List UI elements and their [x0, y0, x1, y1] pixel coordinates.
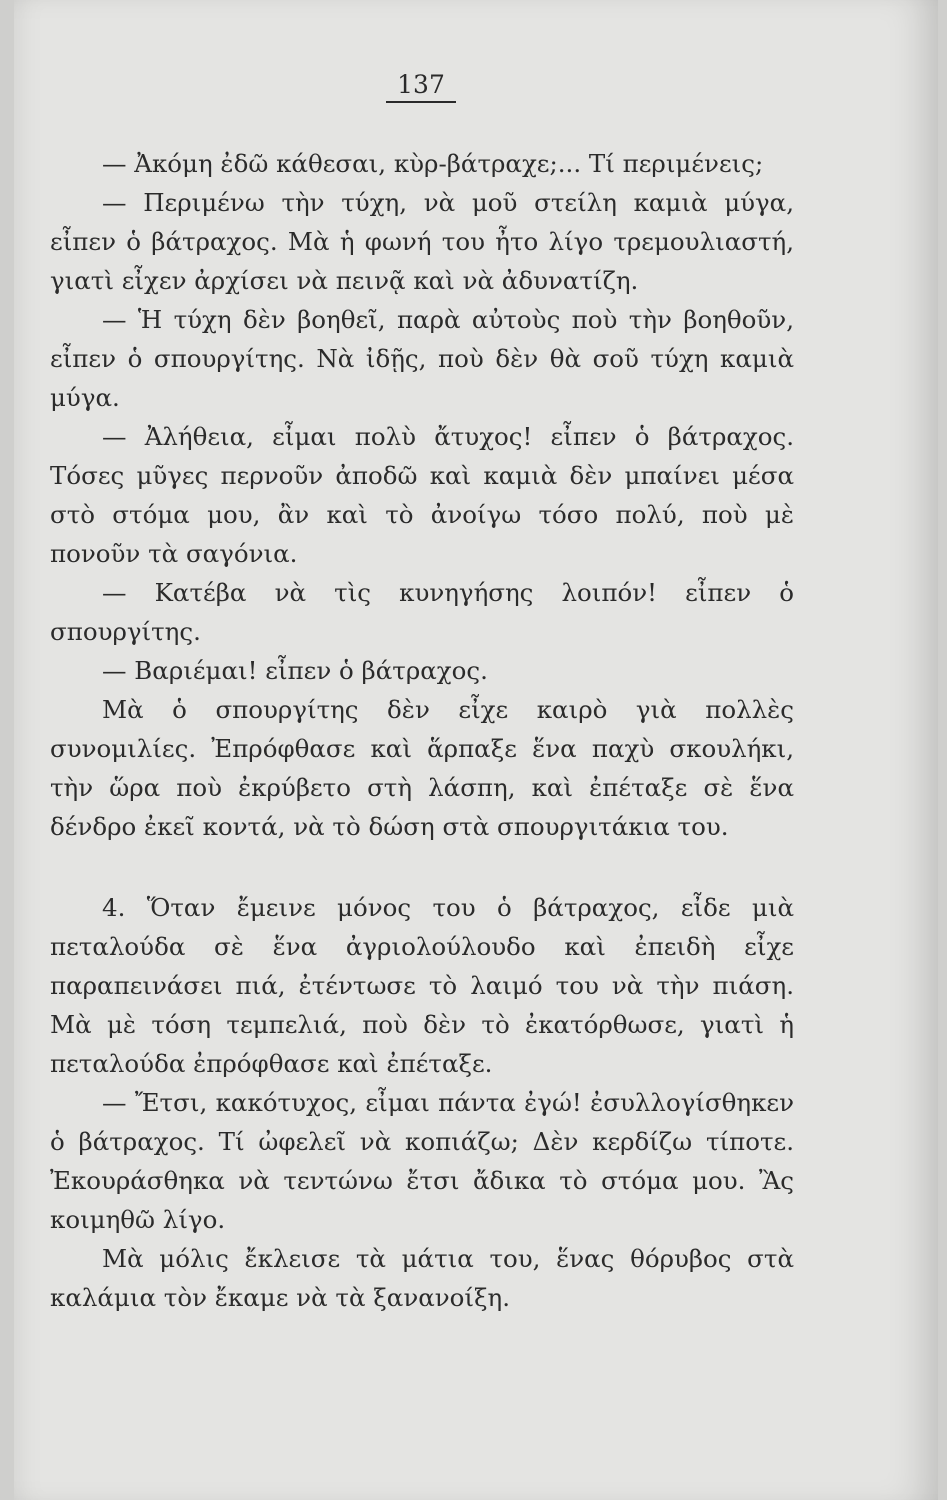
paragraph: 4. Ὅταν ἔμεινε μόνος του ὁ βάτραχος, εἶδε μιὰ πεταλούδα σὲ ἕνα ἀγριολούλουδο καὶ ἐπειδὴ εἶχε παραπεινάσει πιά, ἐτέντωσε τὸ λαιμό του νὰ τὴν πιάση. Μὰ μὲ τόση τεμπελιά, ποὺ δὲν τὸ ἐκατόρθωσε, γιατὶ ἡ πεταλούδα ἐπρόφθασε καὶ ἐπέταξε.	[50, 893, 794, 1078]
book-page	[14, 0, 938, 1500]
paragraph: Μὰ μόλις ἔκλεισε τὰ μάτια του, ἕνας θόρυβος στὰ καλάμια τὸν ἔκαμε νὰ τὰ ξανανοίξη.	[50, 1244, 794, 1312]
paragraph: Μὰ ὁ σπουργίτης δὲν εἶχε καιρὸ γιὰ πολλὲς συνομιλίες. Ἐπρόφθασε καὶ ἅρπαξε ἕνα παχὺ σκουλήκι, τὴν ὥρα ποὺ ἐκρύβετο στὴ λάσπη, καὶ ἐπέταξε σὲ ἕνα δένδρο ἐκεῖ κοντά, νὰ τὸ δώση στὰ σπουργιτάκια του.	[50, 695, 794, 841]
paragraph: — Περιμένω τὴν τύχη, νὰ μοῦ στείλη καμιὰ μύγα, εἶπεν ὁ βάτραχος. Μὰ ἡ φωνή του ἦτο λίγο τρεμουλιαστή, γιατὶ εἶχεν ἀρχίσει νὰ πεινᾷ καὶ νὰ ἀδυνατίζη.	[50, 188, 794, 295]
paragraph: — Ἀκόμη ἐδῶ κάθεσαι, κὺρ-βάτραχε;... Τί περιμένεις;	[102, 149, 764, 178]
page-number: 137	[386, 70, 456, 103]
paragraph: — Κατέβα νὰ τὶς κυνηγήσης λοιπόν! εἶπεν ὁ σπουργίτης.	[50, 578, 794, 646]
page-text	[50, 144, 794, 1317]
paragraph: — Ἀλήθεια, εἶμαι πολὺ ἄτυχος! εἶπεν ὁ βάτραχος. Τόσες μῦγες περνοῦν ἀποδῶ καὶ καμιὰ δὲν μπαίνει μέσα στὸ στόμα μου, ἂν καὶ τὸ ἀνοίγω τόσο πολύ, ποὺ μὲ πονοῦν τὰ σαγόνια.	[50, 422, 794, 568]
paragraph: — Βαριέμαι! εἶπεν ὁ βάτραχος.	[102, 656, 488, 685]
paragraph: — Ἔτσι, κακότυχος, εἶμαι πάντα ἐγώ! ἐσυλλογίσθηκεν ὁ βάτραχος. Τί ὠφελεῖ νὰ κοπιάζω; Δὲν κερδίζω τίποτε. Ἐκουράσθηκα νὰ τεντώνω ἔτσι ἄδικα τὸ στόμα μου. Ἂς κοιμηθῶ λίγο.	[50, 1088, 794, 1234]
paragraph: — Ἡ τύχη δὲν βοηθεῖ, παρὰ αὐτοὺς ποὺ τὴν βοηθοῦν, εἶπεν ὁ σπουργίτης. Νὰ ἰδῇς, ποὺ δὲν θὰ σοῦ τύχη καμιὰ μύγα.	[50, 305, 794, 412]
